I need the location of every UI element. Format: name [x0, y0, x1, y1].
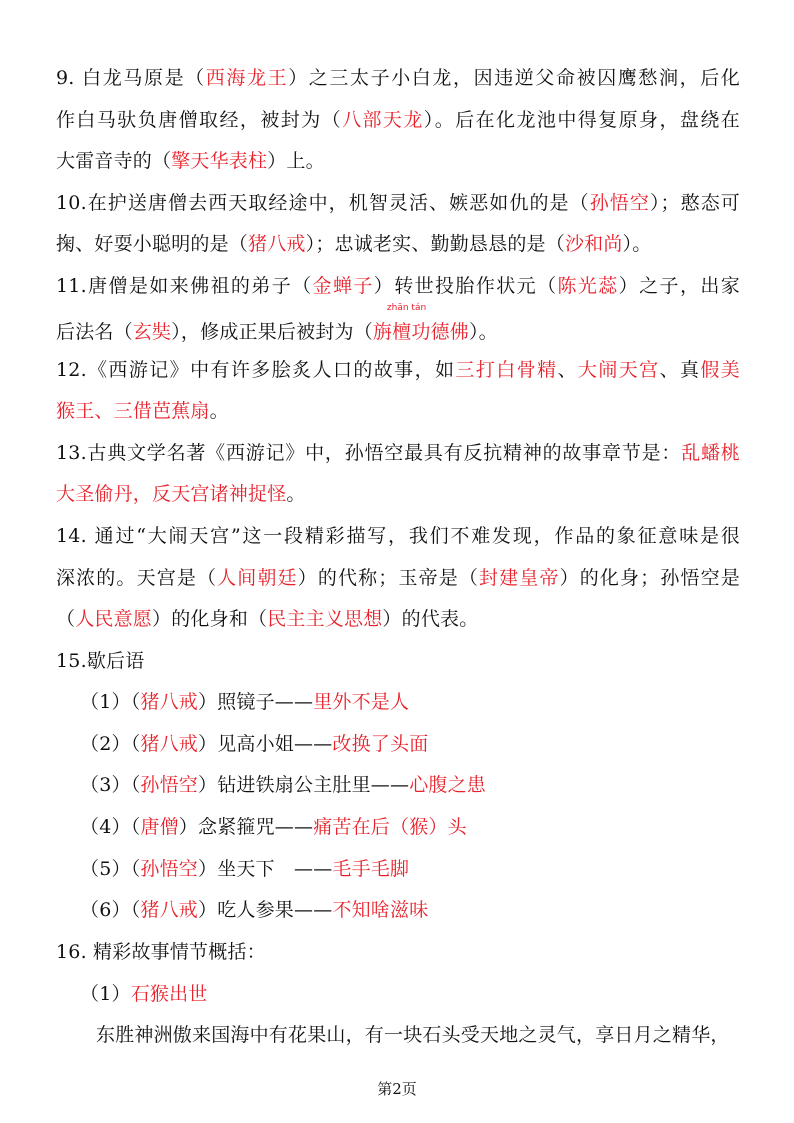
- q9-line-2: 作白马驮负唐僧取经，被封为（八部天龙）。后在化龙池中得复原身，盘绕在: [56, 109, 740, 131]
- answer: 不知啥滋味: [332, 899, 429, 921]
- answer: 孙悟空: [589, 192, 650, 214]
- answer: 三打白骨精: [455, 359, 558, 381]
- q11-line-1: 11.唐僧是如来佛祖的弟子（金蝉子）转世投胎作状元（陈光蕊）之子，出家: [56, 275, 740, 297]
- q9-line-1: 9. 白龙马原是（西海龙王）之三太子小白龙，因违逆父命被囚鹰愁涧，后化: [56, 67, 740, 89]
- answer: 猴王: [56, 400, 95, 422]
- q9-line-3: 大雷音寺的（擎天华表柱）上。: [56, 150, 325, 172]
- answer: 痛苦在后（猴）头: [313, 816, 467, 838]
- q15-item: （2）（猪八戒）见高小姐——改换了头面: [80, 733, 429, 755]
- answer: 里外不是人: [313, 691, 410, 713]
- q16-subheading: （1）石猴出世: [80, 983, 208, 1005]
- q12-line-2: 猴王、三借芭蕉扇。: [56, 400, 229, 422]
- q15-item: （6）（猪八戒）吃人参果——不知啥滋味: [80, 899, 429, 921]
- answer: 旃檀功德佛: [372, 321, 469, 343]
- answer: 猪八戒: [140, 899, 198, 921]
- answer-with-pinyin: [372, 303, 469, 344]
- q14-line-1: 14. 通过“大闹天宫”这一段精彩描写，我们不难发现，作品的象征意味是很: [56, 525, 740, 547]
- answer: 心腹之患: [409, 774, 487, 796]
- answer: 假美: [700, 359, 741, 381]
- answer: 大闹天宫: [577, 359, 660, 381]
- answer: 玄奘: [132, 321, 172, 343]
- q13-line-2: 大圣偷丹，反天宫诸神捉怪。: [56, 483, 306, 505]
- answer: 沙和尚: [564, 233, 623, 255]
- pinyin-annotation: zhān tán: [386, 303, 427, 313]
- page-number: 第2页: [377, 1080, 417, 1098]
- answer: 西海龙王: [205, 67, 289, 89]
- q16-paragraph: 东胜神洲傲来国海中有花果山，有一块石头受天地之灵气，享日月之精华，: [96, 1024, 730, 1046]
- answer: 封建皇帝: [479, 567, 560, 589]
- answer: 孙悟空: [140, 774, 198, 796]
- q15-item: （4）（唐僧）念紧箍咒——痛苦在后（猴）头: [80, 816, 467, 838]
- q14-line-2: 深浓的。天宫是（人间朝廷）的代称；玉帝是（封建皇帝）的化身；孙悟空是: [56, 567, 740, 589]
- answer: 猪八戒: [140, 691, 198, 713]
- q10-line-1: 10.在护送唐僧去西天取经途中，机智灵活、嫉恶如仇的是（孙悟空）；憨态可: [56, 192, 740, 214]
- q14-line-3: （人民意愿）的化身和（民主主义思想）的代表。: [56, 608, 479, 630]
- q15-title: 15.歇后语: [56, 650, 145, 672]
- answer: 孙悟空: [140, 858, 198, 880]
- answer: 猪八戒: [248, 233, 306, 255]
- q12-line-1: 12.《西游记》中有许多脍炙人口的故事，如三打白骨精、大闹天宫、真假美: [56, 359, 741, 381]
- q13-line-1: 13.古典文学名著《西游记》中，孙悟空最具有反抗精神的故事章节是：乱蟠桃: [56, 442, 740, 464]
- q15-item: （3）（孙悟空）钻进铁扇公主肚里——心腹之患: [80, 774, 487, 796]
- answer: 石猴出世: [130, 983, 208, 1005]
- answer: 改换了头面: [332, 733, 429, 755]
- answer: 猪八戒: [140, 733, 198, 755]
- answer: 民主主义思想: [267, 608, 383, 630]
- answer: 陈光蕊: [557, 275, 619, 297]
- answer: 乱蟠桃: [681, 442, 740, 464]
- answer: 擎天华表柱: [171, 150, 268, 172]
- answer: 毛手毛脚: [332, 858, 410, 880]
- answer: 唐僧: [140, 816, 179, 838]
- q10-line-2: 掬、好耍小聪明的是（猪八戒）；忠诚老实、勤勤恳恳的是（沙和尚）。: [56, 233, 652, 255]
- answer: 大圣偷丹，反天宫诸神捉怪: [56, 483, 287, 505]
- answer: 金蝉子: [312, 275, 374, 297]
- q11-line-2: 后法名（玄奘），修成正果后被封为（ zhān tán 旃檀功德佛）。: [56, 303, 498, 343]
- q15-item: （1）（猪八戒）照镜子——里外不是人: [80, 691, 410, 713]
- answer: 人民意愿: [75, 608, 153, 630]
- q15-item: （5）（孙悟空）坐天下 ——毛手毛脚: [80, 858, 410, 880]
- answer: 八部天龙: [342, 109, 424, 131]
- q16-title: 16. 精彩故事情节概括：: [56, 941, 266, 963]
- answer: 三借芭蕉扇: [113, 400, 210, 422]
- answer: 人间朝廷: [217, 567, 298, 589]
